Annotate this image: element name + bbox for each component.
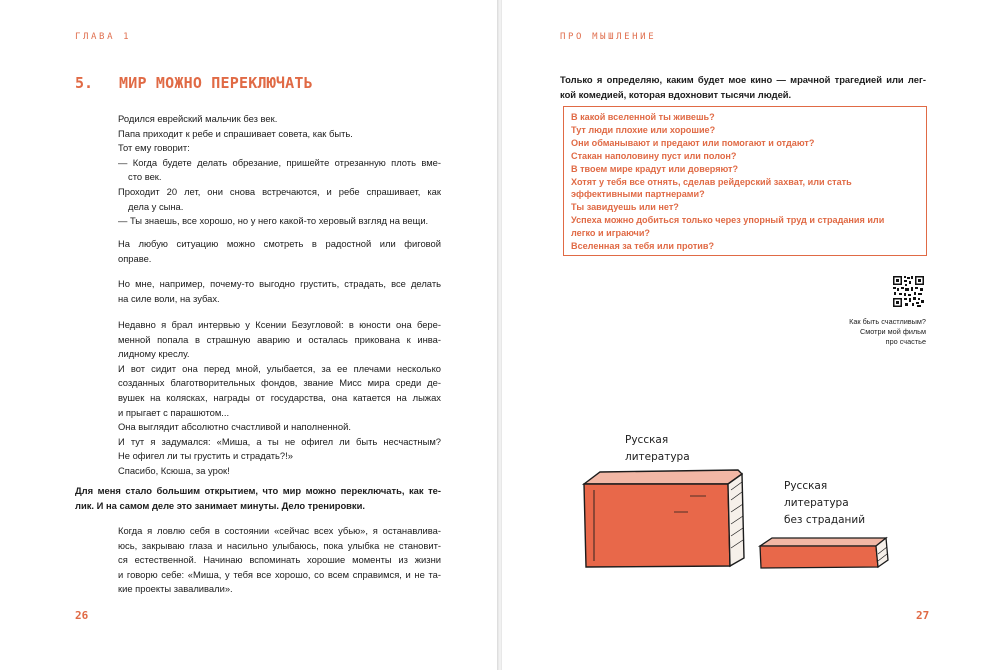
text-line: созданных благотворительных фондов, звание Мисс мира среди де- xyxy=(118,377,441,389)
text-line: Только я определяю, каким будет мое кино — мрачной трагедией или лег- xyxy=(560,74,926,85)
text-line: Родился еврейский мальчик без век. xyxy=(118,113,278,124)
chapter-title: МИР МОЖНО ПЕРЕКЛЮЧАТЬ xyxy=(119,74,313,92)
text-line: юсь, закрываю глаза и насильно улыбаюсь, пока улыбка не становит- xyxy=(118,539,441,551)
text-line: И вот сидит она перед мной, улыбается, за ее плечами несколько xyxy=(118,362,441,374)
text-line: — Ты знаешь, все хорошо, но у него какой-то херовый взгляд на вещи. xyxy=(118,215,429,227)
question-line: Они обманывают и предают или помогают и отдают? xyxy=(571,137,815,148)
text-line: На любую ситуацию можно смотреть в радостной или фиговой xyxy=(118,238,441,249)
caption-line: Как быть счастливым? xyxy=(849,317,926,326)
text-line: Проходит 20 лет, они снова встречаются, и ребе спрашивает, как xyxy=(118,185,441,197)
text-line: — Когда будете делать обрезание, пришейте отрезанную плоть вме- xyxy=(118,156,441,168)
text-line: оправе. xyxy=(118,252,152,264)
question-line: Стакан наполовину пуст или полон? xyxy=(571,150,737,161)
text-line: и говорю себе: «Миша, у тебя все хорошо, со всем справимся, и не та- xyxy=(118,568,441,580)
text-line: Но мне, например, почему-то выгодно грустить, страдать, все делать xyxy=(118,278,441,289)
text-line: Она выглядит абсолютно счастливой и наполненной. xyxy=(118,421,351,433)
thin-book-illustration xyxy=(754,534,894,572)
last-paragraph xyxy=(118,524,441,597)
caption-line: Смотри мой фильм xyxy=(859,327,926,336)
text-line: ся естественной. Начинаю вспоминать хорошие моменты из жизни xyxy=(118,554,441,566)
running-head-left: ГЛАВА 1 xyxy=(75,32,132,42)
question-line: Успеха можно добиться только через упорный труд и страдания или xyxy=(571,215,885,226)
bold-paragraph xyxy=(75,484,441,513)
text-line: кие проекты заваливали». xyxy=(118,583,233,595)
label-line: Русская xyxy=(625,434,669,446)
question-line: Вселенная за тебя или против? xyxy=(571,241,715,252)
text-line: И тут я задумался: «Миша, а ты не офигел ли быть несчастным? xyxy=(118,435,441,447)
text-line: лик. И на самом деле это занимает минуты. Дело тренировки. xyxy=(75,499,365,511)
question-line: легко и играючи? xyxy=(571,228,650,239)
chapter-number: 5. xyxy=(75,74,94,92)
label-line: Русская xyxy=(784,480,828,492)
question-line: эффективными партнерами? xyxy=(571,189,705,200)
qr-code[interactable] xyxy=(892,275,925,308)
page-number-left: 26 xyxy=(75,609,89,622)
left-page xyxy=(0,0,498,670)
thick-book-illustration xyxy=(578,466,750,570)
text-line: вушек на колясках, награды от государства, она катается на лыжах xyxy=(118,391,441,403)
intro-bold-paragraph xyxy=(560,73,926,102)
text-line: кой комедией, которая вдохновит тысячи людей. xyxy=(560,88,792,100)
questions-box xyxy=(563,106,927,256)
me-paragraph xyxy=(118,277,441,306)
text-line: дела у сына. xyxy=(128,200,184,212)
question-line: Хотят у тебя все отнять, сделав рейдерский захват, или стать xyxy=(571,176,852,187)
text-line: Когда я ловлю себя в состоянии «сейчас всех убью», я останавлива- xyxy=(118,525,441,536)
question-line: Тут люди плохие или хорошие? xyxy=(571,124,716,135)
label-line: литература xyxy=(625,451,690,463)
big-book-label xyxy=(625,432,690,466)
running-head-right: ПРО МЫШЛЕНИЕ xyxy=(560,32,657,42)
text-line: Недавно я брал интервью у Ксении Безугловой: в юности она бере- xyxy=(118,319,441,330)
interview-paragraph xyxy=(118,318,441,479)
text-line: Не офигел ли ты грустить и страдать?!» xyxy=(118,450,293,462)
question-line: Ты завидуешь или нет? xyxy=(571,202,679,213)
label-line: литература xyxy=(784,497,849,509)
text-line: менной попала в страшную аварию и осталась прикована к инва- xyxy=(118,333,441,345)
label-line: без страданий xyxy=(784,514,866,526)
text-line: лидному креслу. xyxy=(118,348,190,360)
text-line: Папа приходит к ребе и спрашивает совета, как быть. xyxy=(118,127,353,139)
small-book-label xyxy=(784,478,865,529)
page-number-right: 27 xyxy=(916,609,930,622)
qr-caption xyxy=(780,317,926,347)
text-line: и прыгает с парашютом... xyxy=(118,406,230,418)
text-line: Для меня стало большим открытием, что мир можно переключать, как те- xyxy=(75,485,441,496)
text-line: Спасибо, Ксюша, за урок! xyxy=(118,464,230,476)
caption-line: про счастье xyxy=(885,337,926,346)
anecdote-paragraph xyxy=(118,112,441,229)
text-line: Тот ему говорит: xyxy=(118,142,190,154)
question-line: В какой вселенной ты живешь? xyxy=(571,112,715,122)
text-line: сто век. xyxy=(128,171,162,183)
text-line: на силе воли, на зубах. xyxy=(118,292,220,304)
frame-paragraph xyxy=(118,237,441,266)
question-line: В твоем мире крадут или доверяют? xyxy=(571,163,739,174)
